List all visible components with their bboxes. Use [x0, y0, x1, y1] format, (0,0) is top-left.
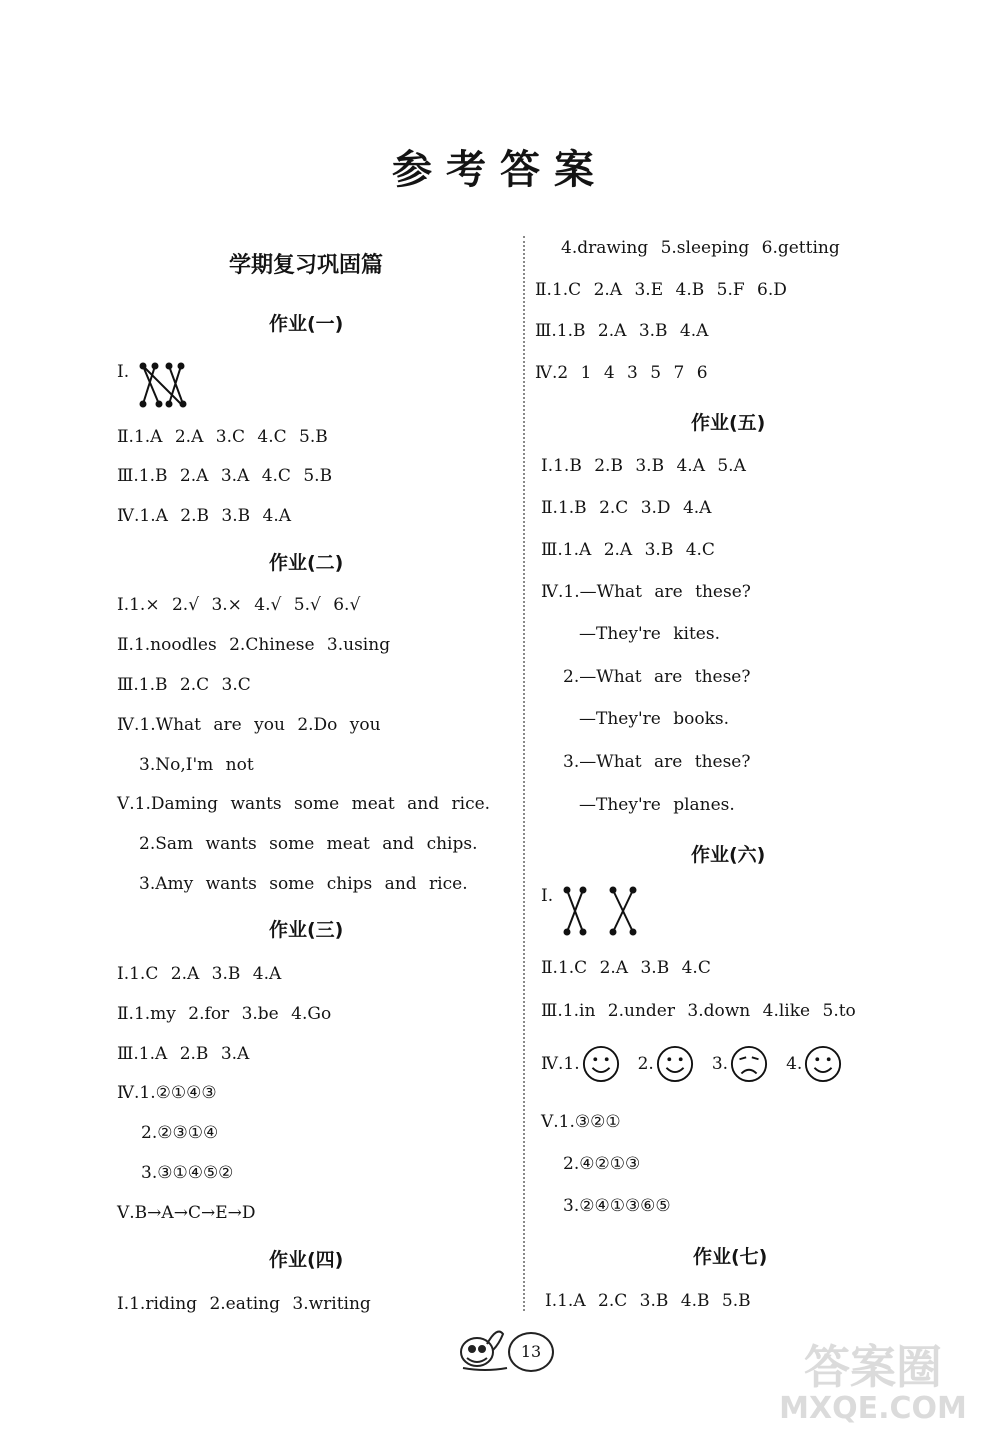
answer-line: —They're planes. — [579, 795, 735, 815]
answer-line: Ⅴ.1.③②① — [541, 1112, 621, 1132]
answer-line: Ⅰ.1.B 2.B 3.B 4.A 5.A — [541, 456, 746, 476]
answer-line: Ⅲ.1.B 2.C 3.C — [117, 675, 251, 695]
answer-line: 3.③①④⑤② — [141, 1163, 234, 1183]
heading-assignment-5: 作业(五) — [691, 412, 766, 434]
face-item — [712, 1045, 768, 1083]
answer-line: Ⅱ.1.noodles 2.Chinese 3.using — [117, 635, 391, 655]
heading-assignment-4: 作业(四) — [269, 1249, 344, 1271]
answer-line: Ⅰ.1.× 2.√ 3.× 4.√ 5.√ 6.√ — [117, 595, 361, 615]
happy-face-icon — [804, 1045, 842, 1083]
answer-line: 2.Sam wants some meat and chips. — [139, 834, 478, 854]
page-title: 参考答案 — [392, 147, 608, 193]
matching-lines-diagram — [559, 886, 639, 938]
question-label: 3. — [711, 1054, 729, 1074]
watermark-url: MXQE.COM — [779, 1391, 967, 1426]
question-label: 2. — [637, 1054, 654, 1074]
answer-line: —They're kites. — [579, 624, 720, 644]
answer-line: —They're books. — [579, 709, 729, 729]
answer-line: Ⅴ.1.Daming wants some meat and rice. — [117, 794, 491, 814]
happy-face-icon — [582, 1045, 620, 1083]
faces-answer-row — [541, 1045, 860, 1083]
heading-assignment-6: 作业(六) — [691, 844, 766, 866]
answer-line: Ⅲ.1.in 2.under 3.down 4.like 5.to — [541, 1001, 856, 1021]
answer-line: 4.drawing 5.sleeping 6.getting — [561, 238, 840, 258]
question-label: Ⅳ.1. — [541, 1054, 580, 1074]
answer-line: Ⅲ.1.A 2.B 3.A — [117, 1044, 250, 1064]
watermark — [758, 1331, 988, 1431]
sad-face-icon — [730, 1045, 768, 1083]
answer-line: 3.—What are these? — [563, 752, 751, 772]
answer-line: 2.—What are these? — [563, 667, 751, 687]
answer-line: Ⅱ.1.my 2.for 3.be 4.Go — [117, 1004, 332, 1024]
matching-lines-diagram — [135, 362, 195, 408]
answer-line: Ⅱ.1.B 2.C 3.D 4.A — [541, 498, 712, 518]
question-label: Ⅰ. — [541, 886, 554, 906]
answer-line: 2.④②①③ — [563, 1154, 641, 1174]
answer-line: Ⅰ.1.riding 2.eating 3.writing — [117, 1294, 371, 1314]
answer-line: 3.No,I'm not — [139, 755, 254, 775]
heading-assignment-7: 作业(七) — [693, 1246, 768, 1268]
happy-face-icon — [656, 1045, 694, 1083]
answer-line: 2.②③①④ — [141, 1123, 219, 1143]
answer-line: Ⅲ.1.B 2.A 3.B 4.A — [535, 321, 709, 341]
answer-line: Ⅲ.1.B 2.A 3.A 4.C 5.B — [117, 466, 333, 486]
matching-answer-row — [117, 362, 195, 408]
face-item — [638, 1045, 694, 1083]
answer-line: Ⅰ.1.C 2.A 3.B 4.A — [117, 964, 282, 984]
question-label: Ⅰ. — [117, 362, 130, 382]
answer-line: Ⅳ.1.What are you 2.Do you — [117, 715, 381, 735]
column-divider — [523, 236, 525, 1311]
answer-line: Ⅱ.1.C 2.A 3.B 4.C — [541, 958, 711, 978]
matching-answer-row — [541, 886, 639, 938]
answer-line: 3.Amy wants some chips and rice. — [139, 874, 468, 894]
heading-assignment-3: 作业(三) — [269, 919, 344, 941]
face-item — [541, 1045, 620, 1083]
answer-line: Ⅴ.B→A→C→E→D — [117, 1203, 256, 1223]
answer-line: Ⅳ.2 1 4 3 5 7 6 — [535, 363, 708, 383]
answer-line: Ⅱ.1.A 2.A 3.C 4.C 5.B — [117, 427, 328, 447]
question-label: 4. — [786, 1054, 803, 1074]
watermark-logo-text: 答案圈 — [804, 1340, 942, 1394]
answer-line: Ⅰ.1.A 2.C 3.B 4.B 5.B — [545, 1291, 751, 1311]
heading-assignment-2: 作业(二) — [269, 552, 344, 574]
answer-line: Ⅱ.1.C 2.A 3.E 4.B 5.F 6.D — [535, 280, 787, 300]
heading-assignment-1: 作业(一) — [269, 313, 344, 335]
section-title: 学期复习巩固篇 — [229, 253, 384, 278]
answer-line: 3.②④①③⑥⑤ — [563, 1196, 671, 1216]
page-number: 13 — [508, 1332, 554, 1372]
answer-line: Ⅳ.1.②①④③ — [117, 1083, 217, 1103]
answer-line: Ⅲ.1.A 2.A 3.B 4.C — [541, 540, 715, 560]
face-item — [786, 1045, 842, 1083]
answer-line: Ⅳ.1.—What are these? — [541, 582, 751, 602]
answer-line: Ⅳ.1.A 2.B 3.B 4.A — [117, 506, 292, 526]
